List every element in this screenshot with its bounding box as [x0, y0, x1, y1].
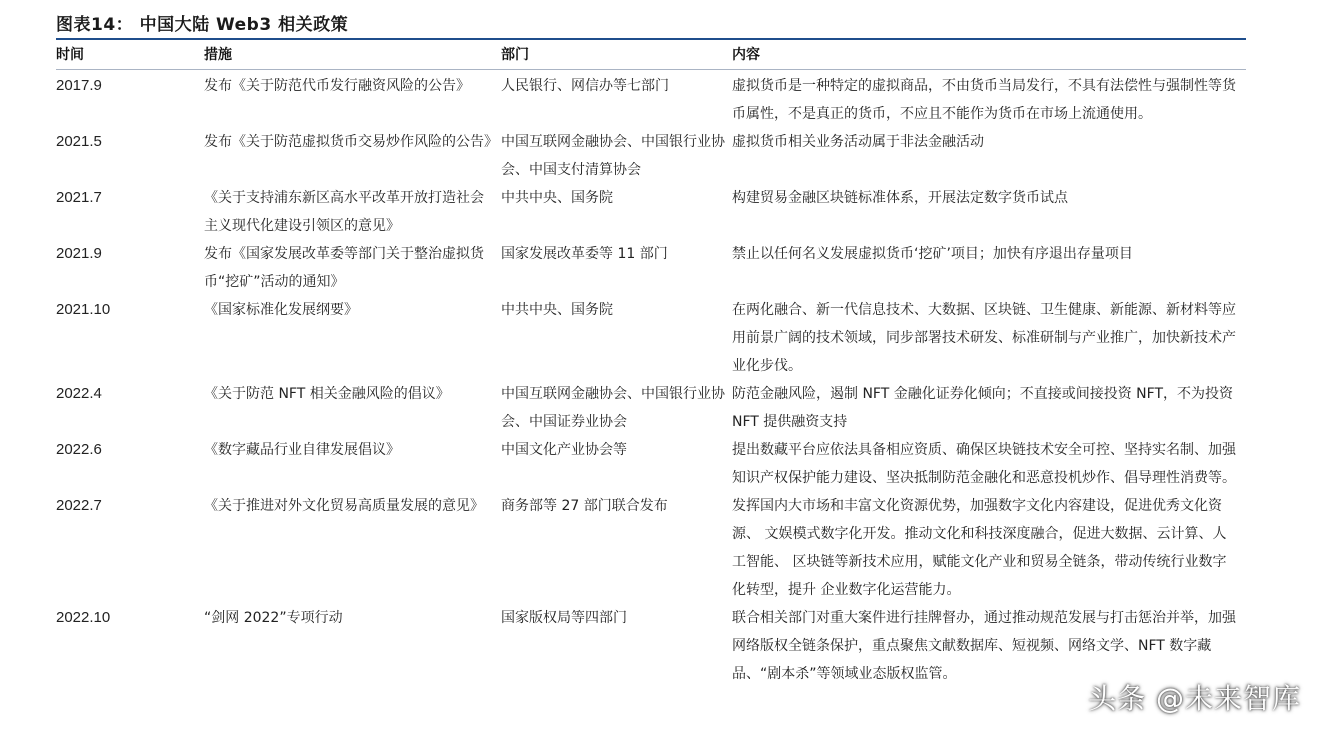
column-header-department: 部门 [501, 41, 732, 70]
table-row [56, 184, 1246, 240]
cell-content: 构建贸易金融区块链标准体系，开展法定数字货币试点 [732, 190, 1068, 206]
cell-measure: 《国家标准化发展纲要》 [204, 302, 358, 318]
column-header-measure: 措施 [204, 41, 501, 70]
cell-department: 人民银行、网信办等七部门 [501, 78, 669, 94]
cell-time: 2021.7 [56, 189, 102, 206]
table-row [56, 380, 1246, 436]
cell-time: 2022.6 [56, 441, 102, 458]
cell-measure: 发布《关于防范虚拟货币交易炒作风险的公告》 [204, 134, 498, 150]
cell-time: 2021.5 [56, 133, 102, 150]
cell-time: 2017.9 [56, 77, 102, 94]
cell-content: 虚拟货币相关业务活动属于非法金融活动 [732, 134, 984, 150]
cell-content: 虚拟货币是一种特定的虚拟商品，不由货币当局发行，不具有法偿性与强制性等货币属性，不是真正的货币，不应且不能作为货币在市场上流通使用。 [732, 78, 1236, 122]
cell-time: 2022.7 [56, 497, 102, 514]
cell-time: 2021.9 [56, 245, 102, 262]
cell-measure: 《关于推进对外文化贸易高质量发展的意见》 [204, 498, 484, 514]
cell-time: 2022.4 [56, 385, 102, 402]
table-row [56, 240, 1246, 296]
cell-measure: 《关于防范 NFT 相关金融风险的倡议》 [204, 386, 450, 402]
cell-measure: 发布《关于防范代币发行融资风险的公告》 [204, 78, 470, 94]
cell-content: 禁止以任何名义发展虚拟货币‘挖矿’项目；加快有序退出存量项目 [732, 246, 1133, 262]
cell-content: 联合相关部门对重大案件进行挂牌督办，通过推动规范发展与打击惩治并举，加强网络版权全链条保护，重点聚焦文献数据库、短视频、网络文学、NFT 数字藏品、“剧本杀”等领域业态版权监管。 [732, 610, 1236, 682]
column-header-time: 时间 [56, 41, 204, 70]
table-row [56, 436, 1246, 492]
title-rule [56, 38, 1246, 40]
column-header-content: 内容 [732, 41, 1246, 70]
table-row [56, 128, 1246, 184]
cell-department: 中国互联网金融协会、中国银行业协会、中国证券业协会 [501, 386, 725, 430]
table-row [56, 604, 1246, 688]
cell-department: 中国文化产业协会等 [501, 442, 627, 458]
cell-time: 2022.10 [56, 609, 111, 626]
cell-content: 在两化融合、新一代信息技术、大数据、区块链、卫生健康、新能源、新材料等应用前景广阔的技术领域，同步部署技术研发、标准研制与产业推广，加快新技术产业化步伐。 [732, 302, 1236, 374]
table-row [56, 70, 1246, 129]
cell-measure: 《关于支持浦东新区高水平改革开放打造社会主义现代化建设引领区的意见》 [204, 190, 484, 234]
cell-measure: 发布《国家发展改革委等部门关于整治虚拟货币“挖矿”活动的通知》 [204, 246, 484, 290]
cell-content: 发挥国内大市场和丰富文化资源优势，加强数字文化内容建设，促进优秀文化资源、 文娱模式数字化开发。推动文化和科技深度融合，促进大数据、云计算、人工智能、 区块链等新技术应用，赋能文化产业和贸易全链条，带动传统行业数字化转型，提升 企业数字化运营能力。 [732, 498, 1227, 598]
cell-department: 商务部等 27 部门联合发布 [501, 498, 668, 514]
cell-department: 国家发展改革委等 11 部门 [501, 246, 668, 262]
watermark: 头条 @未来智库 [1088, 682, 1301, 715]
cell-content: 防范金融风险，遏制 NFT 金融化证券化倾向；不直接或间接投资 NFT，不为投资 NFT 提供融资支持 [732, 386, 1234, 430]
cell-department: 国家版权局等四部门 [501, 610, 627, 626]
table-row [56, 492, 1246, 604]
cell-content: 提出数藏平台应依法具备相应资质、确保区块链技术安全可控、坚持实名制、加强知识产权保护能力建设、坚决抵制防范金融化和恶意投机炒作、倡导理性消费等。 [732, 442, 1236, 486]
figure-title: 图表14： 中国大陆 Web3 相关政策 [56, 15, 349, 35]
cell-measure: “剑网 2022”专项行动 [204, 610, 343, 626]
cell-time: 2021.10 [56, 301, 111, 318]
policy-table [56, 41, 1246, 688]
cell-department: 中国互联网金融协会、中国银行业协会、中国支付清算协会 [501, 134, 725, 178]
cell-measure: 《数字藏品行业自律发展倡议》 [204, 442, 400, 458]
table-header-row [56, 41, 1246, 70]
cell-department: 中共中央、国务院 [501, 190, 613, 206]
table-row [56, 296, 1246, 380]
cell-department: 中共中央、国务院 [501, 302, 613, 318]
